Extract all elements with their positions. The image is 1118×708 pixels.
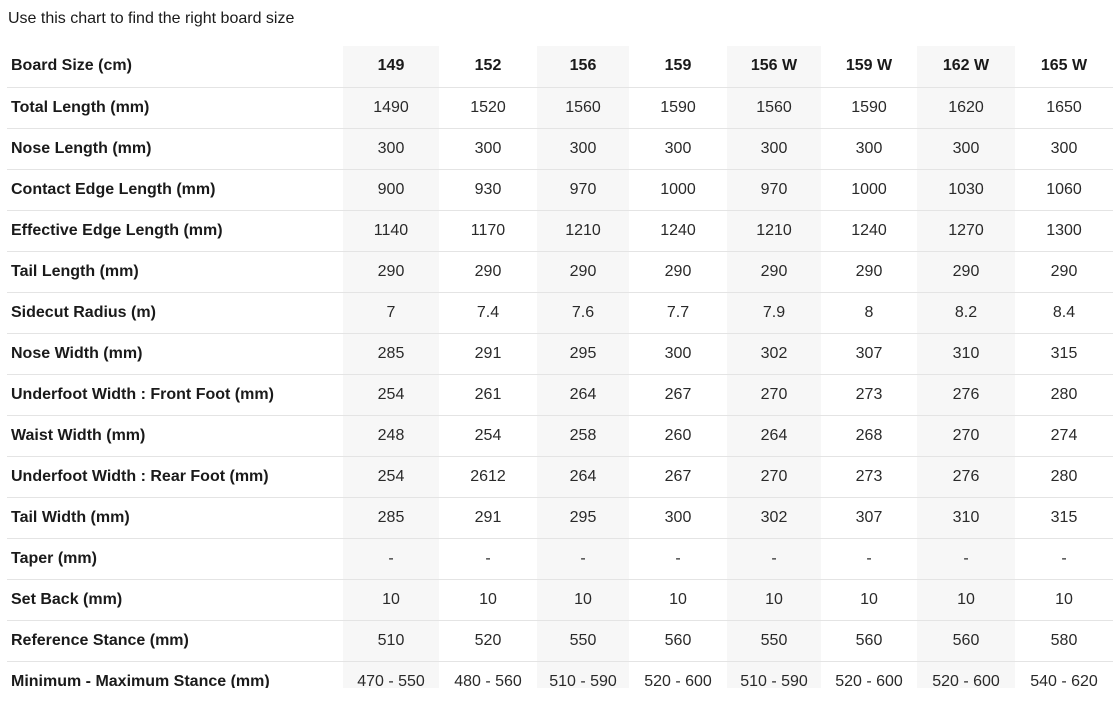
table-cell: 290 (343, 251, 439, 292)
table-cell: 285 (343, 333, 439, 374)
table-cell: 10 (1015, 579, 1113, 620)
row-label: Contact Edge Length (mm) (7, 169, 343, 210)
table-cell: - (343, 538, 439, 579)
table-cell: - (537, 538, 629, 579)
table-cell: 10 (917, 579, 1015, 620)
table-cell: 480 - 560 (439, 661, 537, 688)
table-cell: 1650 (1015, 87, 1113, 128)
table-cell: 1520 (439, 87, 537, 128)
table-cell: 970 (537, 169, 629, 210)
table-cell: 300 (821, 128, 917, 169)
table-cell: 290 (917, 251, 1015, 292)
table-cell: 300 (439, 128, 537, 169)
size-header: 149 (343, 46, 439, 87)
table-cell: 300 (1015, 128, 1113, 169)
table-cell: 300 (727, 128, 821, 169)
row-label: Reference Stance (mm) (7, 620, 343, 661)
size-chart-table (7, 46, 1113, 688)
table-cell: 254 (439, 415, 537, 456)
table-cell: - (727, 538, 821, 579)
row-label: Set Back (mm) (7, 579, 343, 620)
table-cell: 520 (439, 620, 537, 661)
table-cell: 300 (629, 497, 727, 538)
table-cell: 2612 (439, 456, 537, 497)
table-cell: 248 (343, 415, 439, 456)
table-cell: 520 - 600 (821, 661, 917, 688)
table-row (7, 87, 1113, 128)
table-cell: 7.7 (629, 292, 727, 333)
table-cell: 10 (537, 579, 629, 620)
table-cell: 291 (439, 333, 537, 374)
table-cell: 1030 (917, 169, 1015, 210)
table-row (7, 292, 1113, 333)
table-cell: 8 (821, 292, 917, 333)
table-cell: 315 (1015, 497, 1113, 538)
table-cell: 7.4 (439, 292, 537, 333)
size-header: 159 W (821, 46, 917, 87)
table-cell: 267 (629, 456, 727, 497)
table-header-row (7, 46, 1113, 87)
row-label: Effective Edge Length (mm) (7, 210, 343, 251)
table-cell: 264 (727, 415, 821, 456)
table-cell: 258 (537, 415, 629, 456)
table-cell: 280 (1015, 456, 1113, 497)
table-cell: 900 (343, 169, 439, 210)
table-cell: 290 (1015, 251, 1113, 292)
row-label: Nose Width (mm) (7, 333, 343, 374)
table-cell: 520 - 600 (917, 661, 1015, 688)
table-cell: 310 (917, 497, 1015, 538)
table-cell: 1000 (821, 169, 917, 210)
table-row (7, 620, 1113, 661)
table-cell: 1270 (917, 210, 1015, 251)
row-label: Tail Length (mm) (7, 251, 343, 292)
table-cell: 290 (727, 251, 821, 292)
table-cell: 274 (1015, 415, 1113, 456)
table-cell: 560 (917, 620, 1015, 661)
table-cell: - (439, 538, 537, 579)
table-cell: 300 (629, 128, 727, 169)
table-cell: 260 (629, 415, 727, 456)
table-cell: 560 (821, 620, 917, 661)
table-cell: 290 (439, 251, 537, 292)
table-cell: 560 (629, 620, 727, 661)
table-cell: 7.6 (537, 292, 629, 333)
table-cell: 268 (821, 415, 917, 456)
row-label: Underfoot Width : Front Foot (mm) (7, 374, 343, 415)
table-cell: 267 (629, 374, 727, 415)
table-row (7, 538, 1113, 579)
table-cell: 1490 (343, 87, 439, 128)
row-label: Waist Width (mm) (7, 415, 343, 456)
size-header: 159 (629, 46, 727, 87)
table-row (7, 333, 1113, 374)
table-cell: 264 (537, 374, 629, 415)
table-cell: 300 (537, 128, 629, 169)
table-cell: 290 (821, 251, 917, 292)
size-header: 165 W (1015, 46, 1113, 87)
table-cell: 8.2 (917, 292, 1015, 333)
table-row (7, 415, 1113, 456)
table-cell: 270 (727, 374, 821, 415)
table-cell: 1000 (629, 169, 727, 210)
table-cell: - (821, 538, 917, 579)
table-cell: 970 (727, 169, 821, 210)
row-label: Minimum - Maximum Stance (mm) (7, 661, 343, 688)
table-cell: 254 (343, 456, 439, 497)
table-cell: 291 (439, 497, 537, 538)
table-cell: 270 (917, 415, 1015, 456)
table-cell: 7 (343, 292, 439, 333)
table-row (7, 374, 1113, 415)
table-cell: 510 - 590 (537, 661, 629, 688)
table-cell: 270 (727, 456, 821, 497)
table-cell: 307 (821, 497, 917, 538)
table-cell: - (629, 538, 727, 579)
table-cell: 1560 (727, 87, 821, 128)
table-cell: 10 (439, 579, 537, 620)
table-cell: 470 - 550 (343, 661, 439, 688)
table-cell: 273 (821, 374, 917, 415)
table-row (7, 497, 1113, 538)
table-cell: 1170 (439, 210, 537, 251)
table-body (7, 87, 1113, 688)
table-cell: 1300 (1015, 210, 1113, 251)
table-cell: 273 (821, 456, 917, 497)
size-chart-table-container[interactable] (7, 46, 1113, 688)
table-cell: - (917, 538, 1015, 579)
size-header: 156 W (727, 46, 821, 87)
table-cell: 10 (343, 579, 439, 620)
table-row (7, 579, 1113, 620)
row-label: Taper (mm) (7, 538, 343, 579)
table-cell: - (1015, 538, 1113, 579)
row-label: Total Length (mm) (7, 87, 343, 128)
table-cell: 930 (439, 169, 537, 210)
table-cell: 276 (917, 374, 1015, 415)
table-row (7, 661, 1113, 688)
table-cell: 1240 (821, 210, 917, 251)
table-cell: 8.4 (1015, 292, 1113, 333)
table-cell: 302 (727, 333, 821, 374)
table-cell: 280 (1015, 374, 1113, 415)
table-cell: 1590 (821, 87, 917, 128)
row-label: Tail Width (mm) (7, 497, 343, 538)
table-cell: 264 (537, 456, 629, 497)
table-cell: 1060 (1015, 169, 1113, 210)
size-header: 156 (537, 46, 629, 87)
table-row (7, 456, 1113, 497)
table-cell: 550 (727, 620, 821, 661)
size-header: 152 (439, 46, 537, 87)
table-cell: 276 (917, 456, 1015, 497)
table-cell: 1140 (343, 210, 439, 251)
table-row (7, 251, 1113, 292)
table-row (7, 128, 1113, 169)
table-cell: 300 (343, 128, 439, 169)
table-cell: 7.9 (727, 292, 821, 333)
size-header: 162 W (917, 46, 1015, 87)
table-cell: 10 (821, 579, 917, 620)
intro-text: Use this chart to find the right board size (8, 10, 295, 27)
table-cell: 510 (343, 620, 439, 661)
table-cell: 1210 (727, 210, 821, 251)
row-label: Sidecut Radius (m) (7, 292, 343, 333)
table-cell: 1590 (629, 87, 727, 128)
table-cell: 290 (537, 251, 629, 292)
table-cell: 307 (821, 333, 917, 374)
table-cell: 540 - 620 (1015, 661, 1113, 688)
table-cell: 1210 (537, 210, 629, 251)
table-cell: 10 (727, 579, 821, 620)
table-cell: 1620 (917, 87, 1015, 128)
table-cell: 302 (727, 497, 821, 538)
row-label: Underfoot Width : Rear Foot (mm) (7, 456, 343, 497)
table-cell: 290 (629, 251, 727, 292)
table-cell: 310 (917, 333, 1015, 374)
table-cell: 300 (629, 333, 727, 374)
table-cell: 580 (1015, 620, 1113, 661)
table-cell: 300 (917, 128, 1015, 169)
table-cell: 520 - 600 (629, 661, 727, 688)
table-cell: 1560 (537, 87, 629, 128)
header-label: Board Size (cm) (7, 46, 343, 87)
table-cell: 1240 (629, 210, 727, 251)
table-row (7, 169, 1113, 210)
table-cell: 550 (537, 620, 629, 661)
table-cell: 510 - 590 (727, 661, 821, 688)
table-cell: 295 (537, 333, 629, 374)
table-row (7, 210, 1113, 251)
table-cell: 285 (343, 497, 439, 538)
table-cell: 261 (439, 374, 537, 415)
table-cell: 254 (343, 374, 439, 415)
table-cell: 10 (629, 579, 727, 620)
table-cell: 315 (1015, 333, 1113, 374)
row-label: Nose Length (mm) (7, 128, 343, 169)
table-cell: 295 (537, 497, 629, 538)
